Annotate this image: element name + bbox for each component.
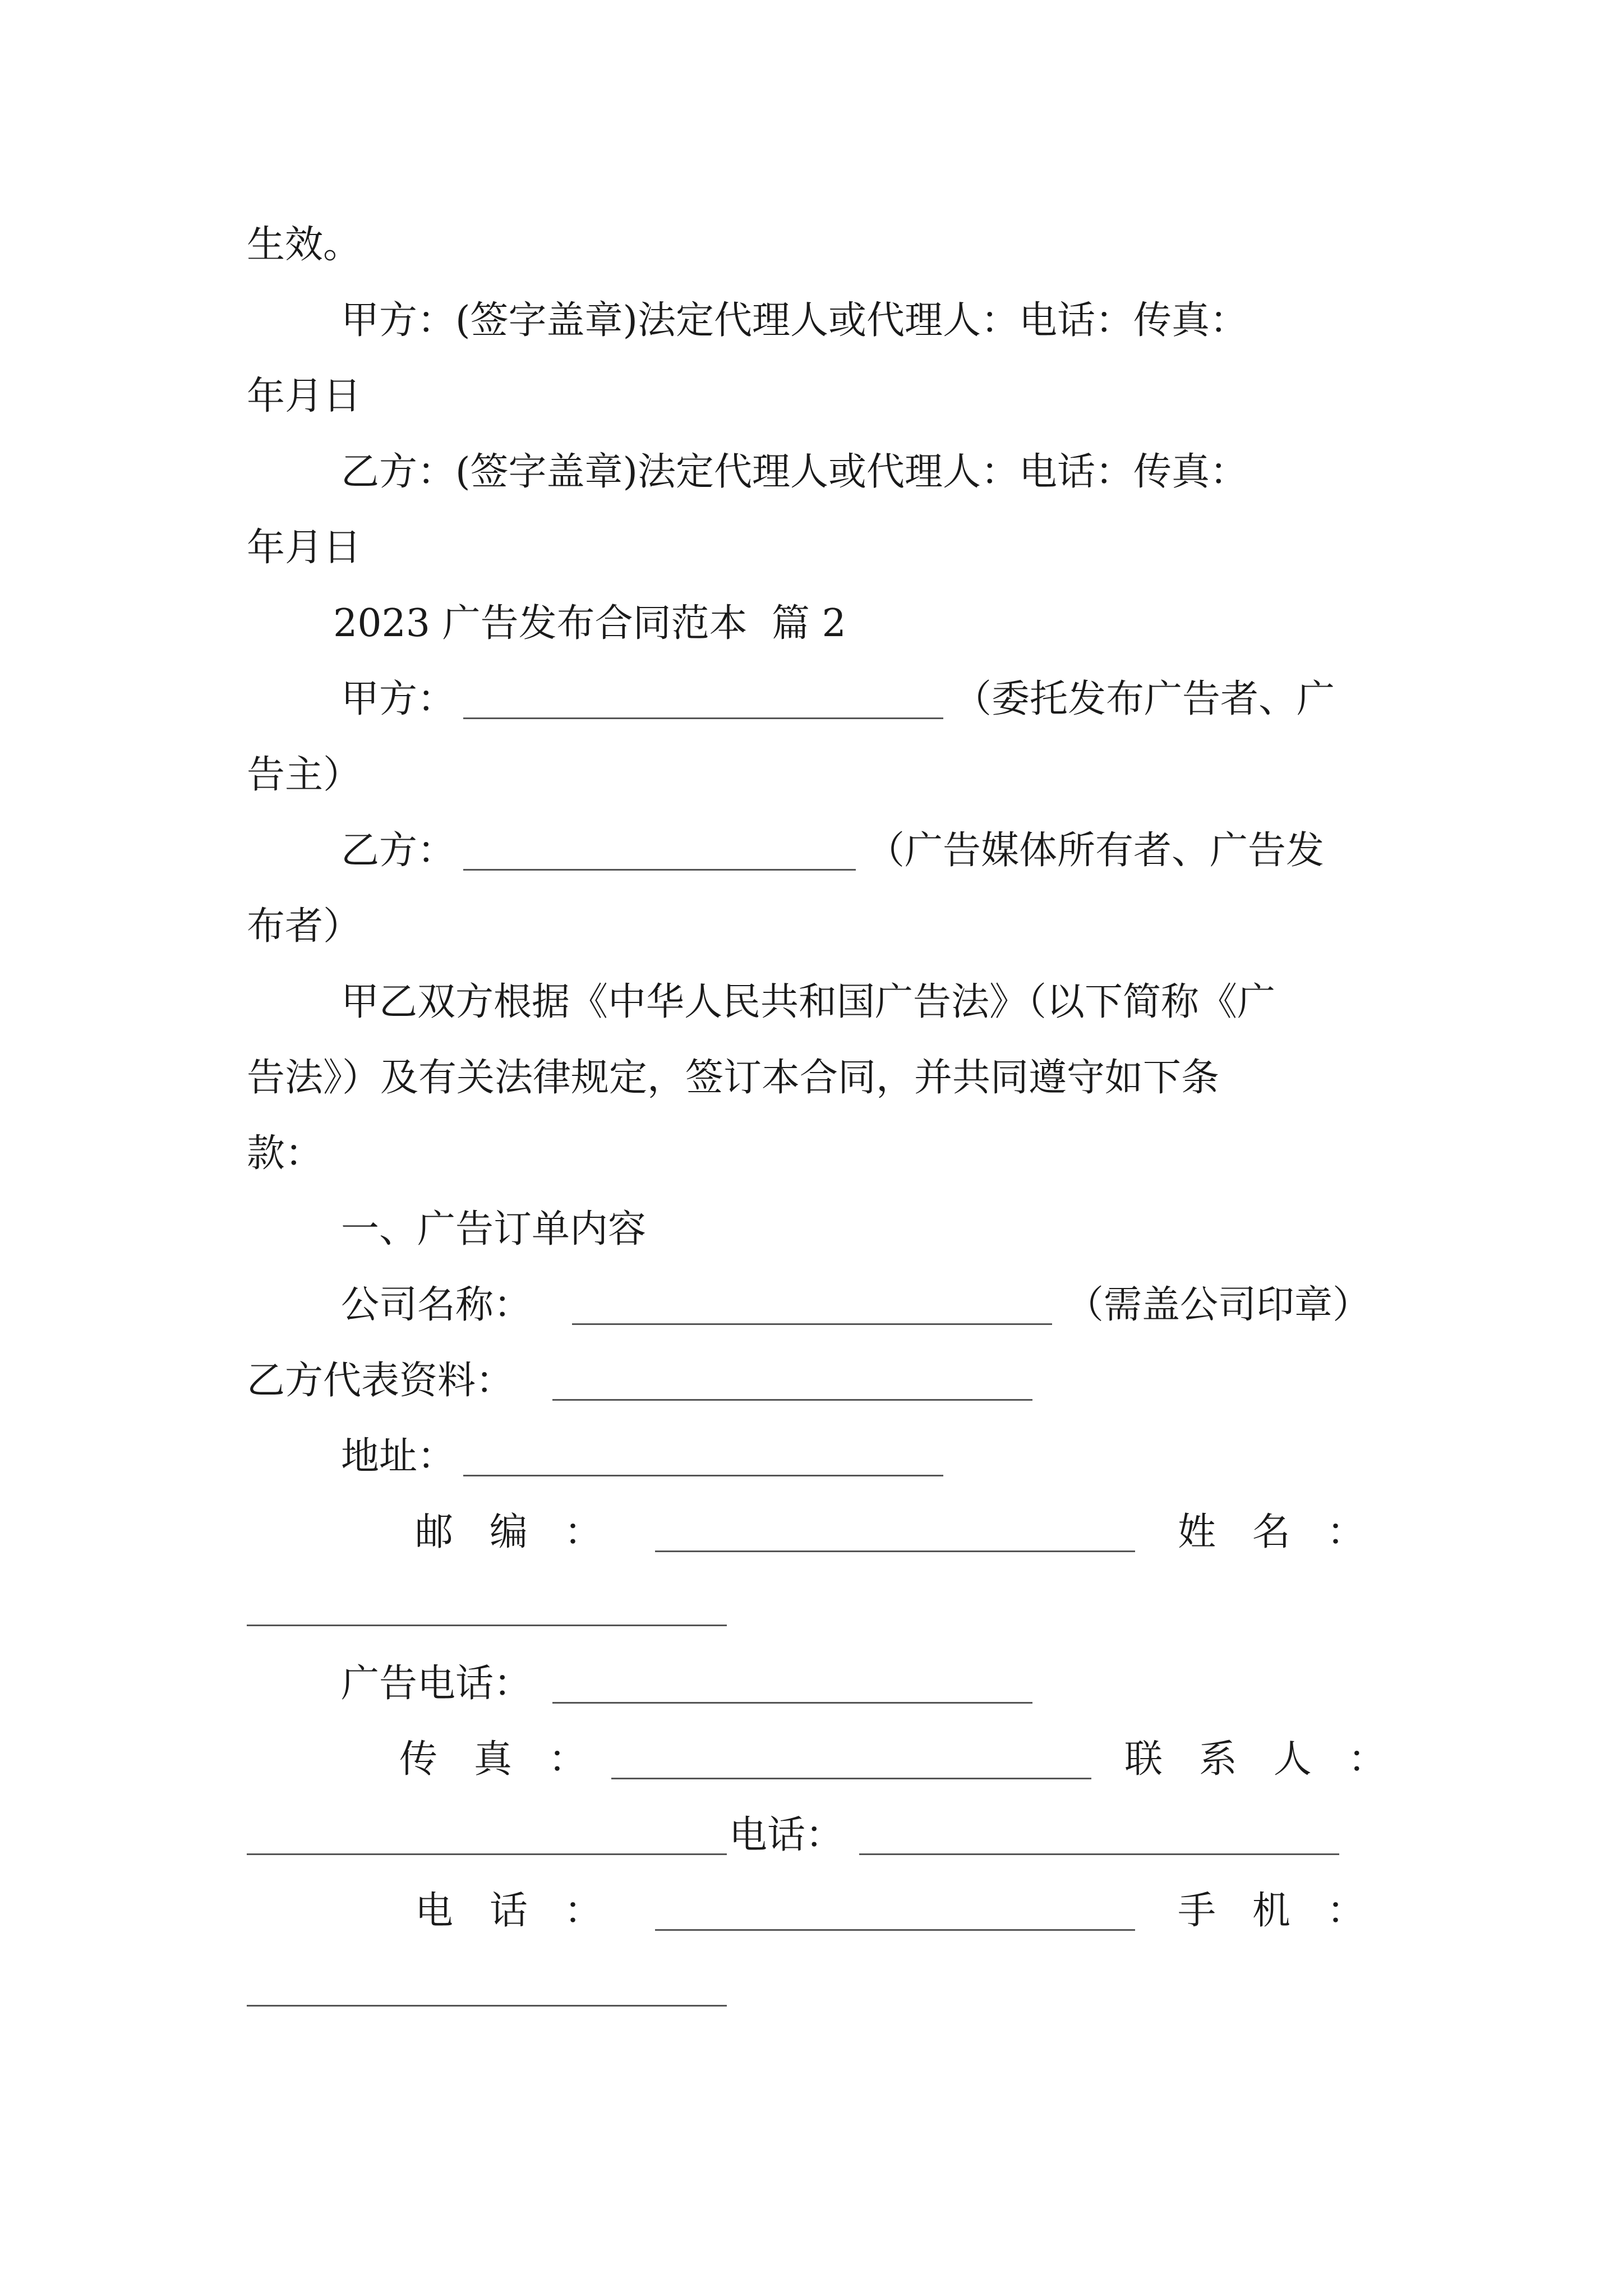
- text-line-effective: 生效。: [247, 223, 362, 267]
- intro-paragraph-line-2: 告法》）及有关法律规定，签订本合同，并共同遵守如下条: [247, 1056, 1220, 1100]
- mobile-label: 手 机 ：: [1178, 1889, 1365, 1933]
- name-blank: [247, 1624, 727, 1626]
- phone-blank: [655, 1929, 1135, 1931]
- intro-paragraph-line-1: 甲乙双方根据《中华人民共和国广告法》（以下简称《广: [341, 980, 1276, 1024]
- phone-inline-blank: [859, 1853, 1339, 1855]
- party-b-rep-blank: [552, 1398, 1032, 1401]
- party-b-label: 乙方：: [341, 829, 456, 873]
- party-a-role: （委托发布广告者、广: [953, 677, 1335, 721]
- ad-phone-blank: [552, 1701, 1032, 1704]
- party-b-role: （广告媒体所有者、广告发: [866, 829, 1325, 873]
- company-name-blank: [572, 1323, 1052, 1325]
- phone-inline-label: 电话：: [729, 1813, 844, 1857]
- contact-label: 联 系 人 ：: [1124, 1737, 1386, 1782]
- party-b-signature-line: 乙方：(签字盖章)法定代理人或代理人：电话：传真：: [341, 450, 1248, 494]
- phone-label: 电 话 ：: [415, 1889, 602, 1933]
- section-one-heading: 一、广告订单内容: [341, 1207, 647, 1251]
- company-name-label: 公司名称：: [341, 1283, 532, 1327]
- fax-label: 传 真 ：: [399, 1737, 587, 1782]
- party-b-blank: [463, 868, 856, 871]
- party-b-rep-label: 乙方代表资料：: [247, 1359, 514, 1403]
- postcode-label: 邮 编 ：: [415, 1510, 602, 1554]
- section-heading: 2023 广告发布合同范本 篇 2: [333, 601, 846, 646]
- contact-blank: [247, 1853, 727, 1855]
- postcode-blank: [655, 1550, 1135, 1552]
- party-a-blank: [463, 717, 943, 719]
- fax-blank: [611, 1777, 1091, 1779]
- address-label: 地址：: [341, 1434, 456, 1479]
- party-b-role-cont: 布者）: [247, 904, 362, 949]
- company-seal-note: （需盖公司印章）: [1066, 1283, 1371, 1327]
- ad-phone-label: 广告电话：: [341, 1662, 532, 1706]
- party-a-label: 甲方：: [341, 677, 456, 721]
- party-a-signature-line: 甲方：(签字盖章)法定代理人或代理人：电话：传真：: [341, 298, 1248, 343]
- mobile-blank: [247, 2004, 727, 2007]
- party-a-role-cont: 告主）: [247, 753, 362, 797]
- name-label: 姓 名 ：: [1178, 1510, 1365, 1554]
- party-a-date: 年月日: [247, 374, 362, 418]
- address-blank: [463, 1474, 943, 1476]
- party-b-date: 年月日: [247, 526, 362, 570]
- intro-paragraph-line-3: 款：: [247, 1131, 324, 1176]
